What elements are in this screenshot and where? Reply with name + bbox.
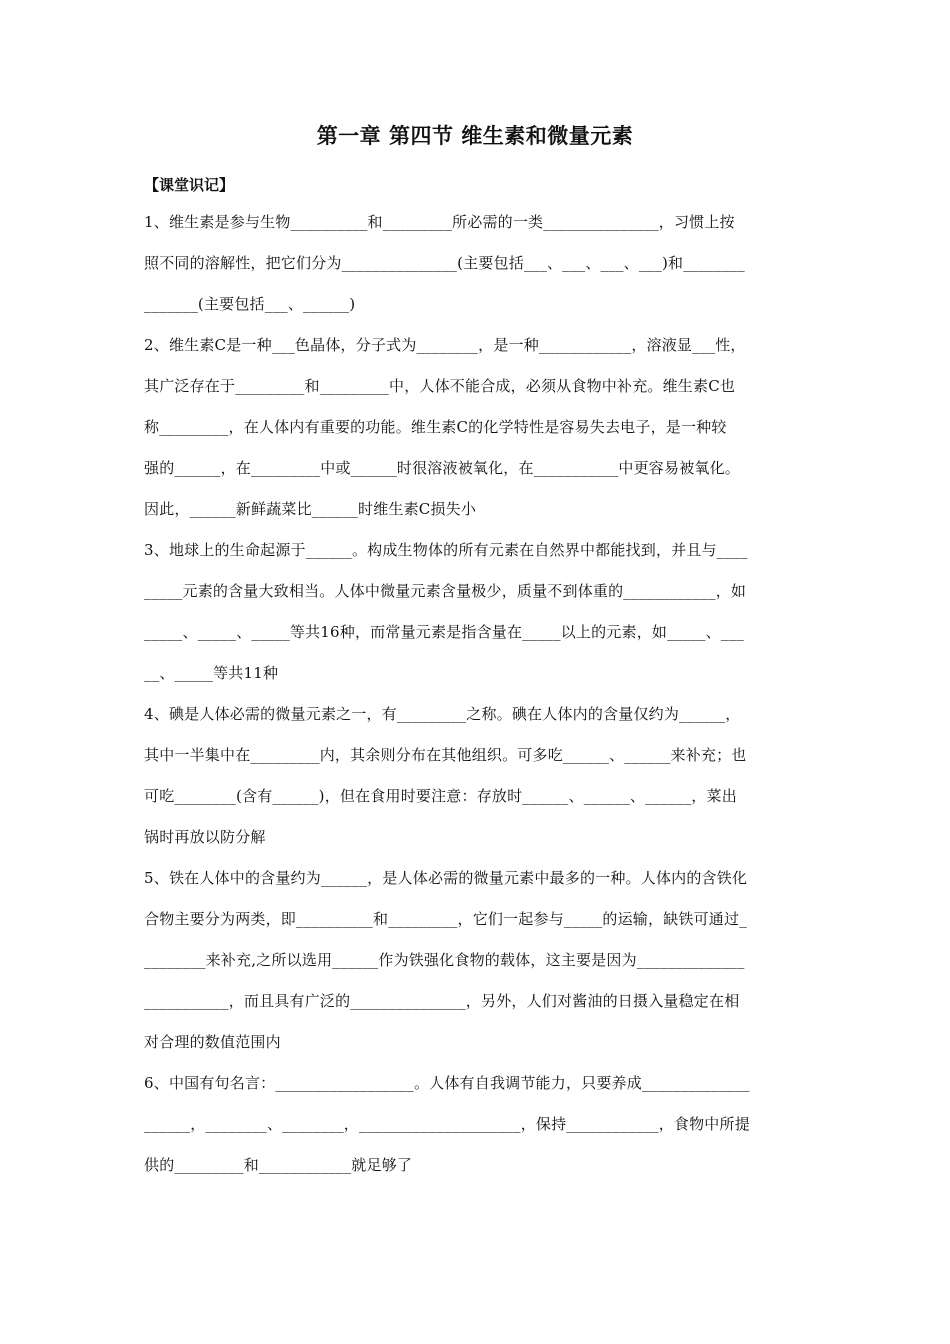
text-line: 因此，______新鲜蔬菜比______时维生素C损失小 xyxy=(144,500,477,518)
text-line: 其广泛存在于_________和_________中，人体不能合成，必须从食物中补充。维生素C也 xyxy=(144,377,736,395)
text-line: 6、中国有句名言：__________________。人体有自我调节能力，只要养成______________ xyxy=(144,1074,750,1092)
text-line: 2、维生素C是一种___色晶体，分子式为________，是一种____________，溶液显___性， xyxy=(144,336,746,354)
text-line: 合物主要分为两类，即__________和_________，它们一起参与_____的运输，缺铁可通过_ xyxy=(144,910,747,928)
text-line: 照不同的溶解性，把它们分为_______________(主要包括___、___、___、___)和________ xyxy=(144,254,745,272)
text-line: 4、碘是人体必需的微量元素之一，有_________之称。碘在人体内的含量仅约为______， xyxy=(144,705,741,723)
text-line: ________来补充,之所以选用______作为铁强化食物的载体，这主要是因为______________ xyxy=(144,951,745,969)
text-line: 供的_________和____________就足够了 xyxy=(144,1156,413,1174)
text-line: 1、维生素是参与生物__________和_________所必需的一类_______________，习惯上按 xyxy=(144,213,735,231)
text-line: ___________，而且具有广泛的_______________，另外，人们对酱油的日摄入量稳定在相 xyxy=(144,992,740,1010)
text-line: ______，________、________，_____________________，保持____________，食物中所提 xyxy=(144,1115,750,1133)
text-line: 3、地球上的生命起源于______。构成生物体的所有元素在自然界中都能找到，并且与____ xyxy=(144,541,748,559)
page-title: 第一章 第四节 维生素和微量元素 xyxy=(316,124,634,148)
text-line: _______(主要包括___、______) xyxy=(144,295,356,313)
text-line: _____、_____、_____等共16种，而常量元素是指含量在_____以上的元素，如_____、___ xyxy=(144,623,744,641)
section-heading: 【课堂识记】 xyxy=(144,176,235,194)
text-line: 强的______，在_________中或______时很溶液被氧化，在___________中更容易被氧化。 xyxy=(144,459,741,477)
text-line: _____元素的含量大致相当。人体中微量元素含量极少，质量不到体重的____________，如 xyxy=(144,582,747,600)
text-line: 对合理的数值范围内 xyxy=(144,1033,281,1051)
text-line: 锅时再放以防分解 xyxy=(144,828,266,846)
text-line: 其中一半集中在_________内，其余则分布在其他组织。可多吃______、______来补充；也 xyxy=(144,746,747,764)
text-line: 称_________，在人体内有重要的功能。维生素C的化学特性是容易失去电子，是一种较 xyxy=(144,418,727,436)
exercise-body xyxy=(144,202,812,1186)
text-line: 5、铁在人体中的含量约为______，是人体必需的微量元素中最多的一种。人体内的含铁化 xyxy=(144,869,748,887)
text-line: __、_____等共11种 xyxy=(144,664,279,682)
text-line: 可吃________(含有______)，但在食用时要注意：存放时______、______、______，菜出 xyxy=(144,787,737,805)
